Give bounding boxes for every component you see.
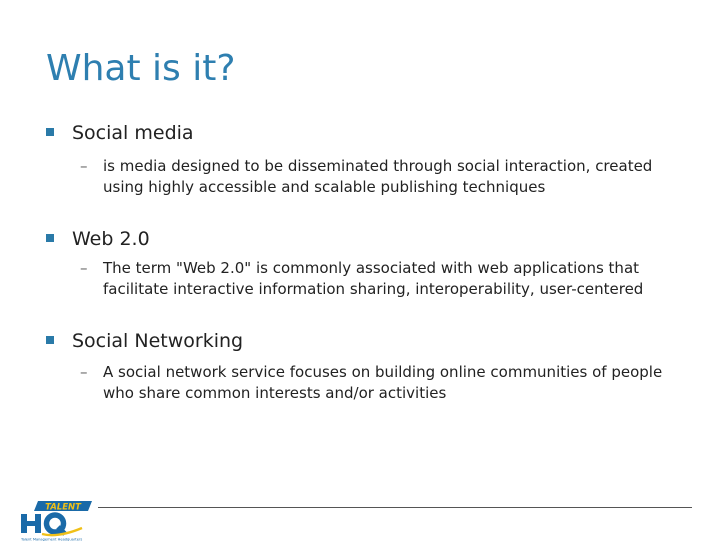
bullet-item-web-2 (44, 224, 684, 300)
bullet-row (44, 224, 684, 254)
talent-hq-logo (18, 498, 98, 542)
sub-bullet-text: A social network service focuses on building online communities of people who share common interests and/or activities (103, 363, 663, 402)
bullet-item-social-networking (44, 326, 684, 404)
sub-bullet (44, 258, 684, 300)
sub-bullet (44, 362, 684, 404)
bullet-list (44, 118, 684, 404)
logo-tagline: Talent Management Headquarters (21, 537, 83, 542)
bullet-row (44, 118, 684, 148)
square-bullet-icon (46, 336, 54, 344)
bullet-row (44, 326, 684, 356)
slide-title: What is it? (46, 48, 236, 89)
dash-bullet-icon: – (80, 259, 88, 277)
spacer (44, 198, 684, 224)
footer-divider (98, 507, 692, 508)
sub-bullet (44, 156, 684, 198)
logo-top-text: TALENT (45, 502, 81, 513)
sub-bullet-text: The term "Web 2.0" is commonly associated with web applications that facilitate interactive information sharing, interoperability, user-centered (103, 259, 644, 298)
sub-bullet-text: is media designed to be disseminated through social interaction, created using highly accessible and scalable publishing techniques (103, 157, 653, 196)
bullet-item-social-media (44, 118, 684, 198)
bullet-label: Social Networking (72, 330, 244, 352)
square-bullet-icon (46, 234, 54, 242)
bullet-label: Web 2.0 (72, 228, 150, 250)
bullet-label: Social media (72, 122, 194, 144)
spacer (44, 300, 684, 326)
square-bullet-icon (46, 128, 54, 136)
dash-bullet-icon: – (80, 157, 88, 175)
dash-bullet-icon: – (80, 363, 88, 381)
